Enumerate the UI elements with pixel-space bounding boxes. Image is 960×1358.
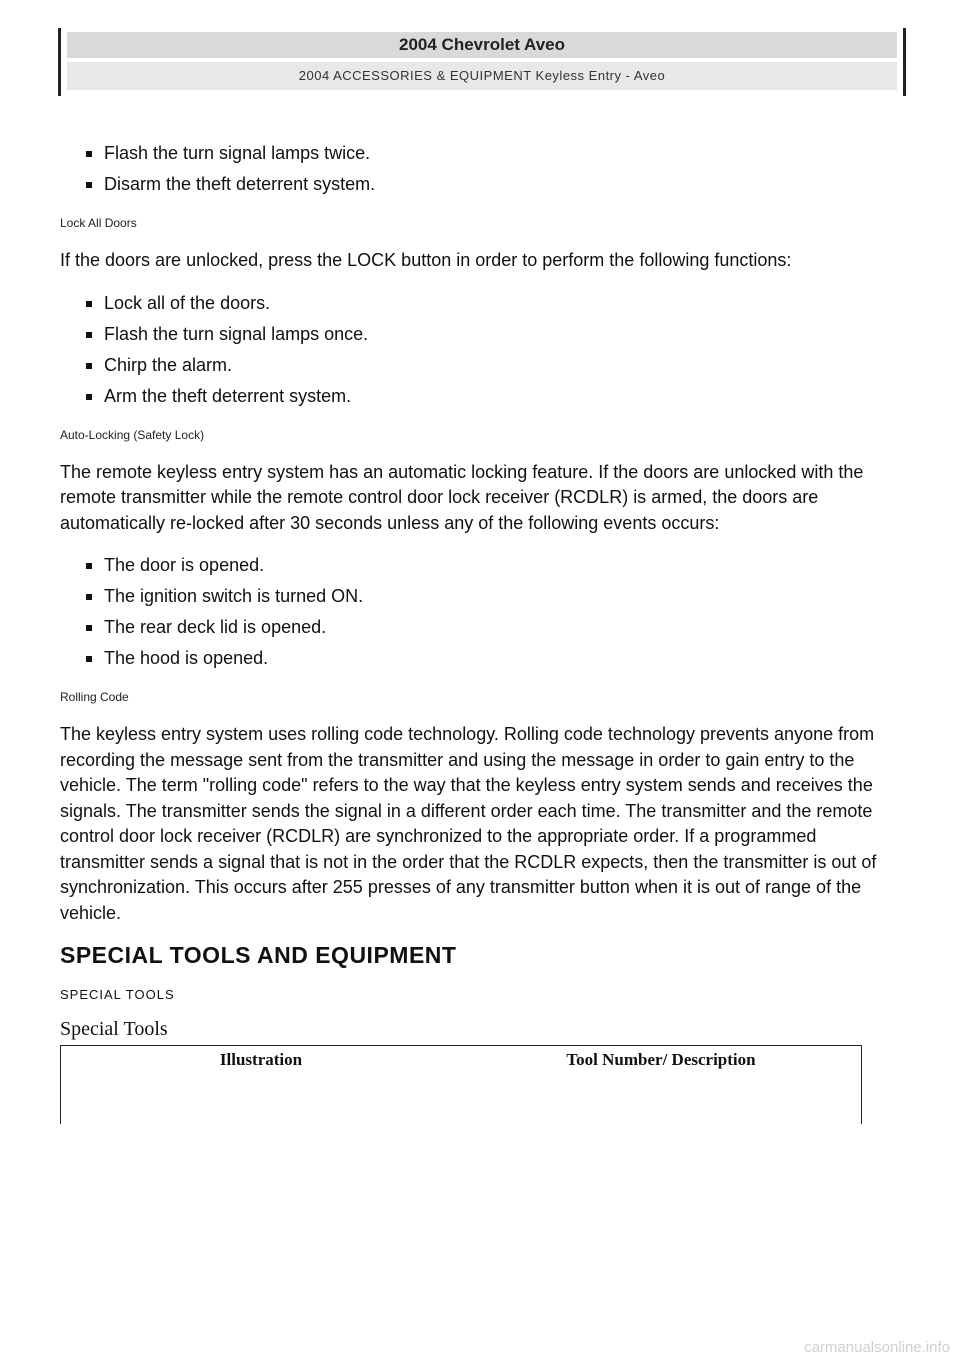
list-item: Lock all of the doors. [104, 288, 900, 319]
document-title: 2004 Chevrolet Aveo [67, 32, 897, 58]
list-item: Flash the turn signal lamps twice. [104, 138, 900, 169]
paragraph-rolling-code: The keyless entry system uses rolling code technology. Rolling code technology prevents anyone from recording the message sent from the transmitter and using the message in order to gain entry to the vehicle. The term "rolling code" refers to the way that the keyless entry system sends and receives the signals. The transmitter sends the signal in a different order each time. The transmitter and the remote control door lock receiver (RCDLR) are synchronized to the appropriate order. If a programmed transmitter sends a signal that is not in the order that the RCDLR expects, then the transmitter is out of synchronization. This occurs after 255 presses of any transmitter button when it is out of range of the vehicle. [60, 724, 877, 923]
list-item: The door is opened. [104, 550, 900, 581]
list-item: Chirp the alarm. [104, 350, 900, 381]
column-header-illustration: Illustration [219, 1050, 303, 1069]
list-item: Flash the turn signal lamps once. [104, 319, 900, 350]
subheading-special-tools: SPECIAL TOOLS [60, 987, 175, 1002]
subheading-rolling-code: Rolling Code [60, 690, 129, 704]
table-title: Special Tools [60, 1018, 168, 1040]
list-item: The hood is opened. [104, 643, 900, 674]
list-item: The rear deck lid is opened. [104, 612, 900, 643]
subheading-auto-locking: Auto-Locking (Safety Lock) [60, 427, 205, 442]
column-header-tool-number: Tool Number/ Description [566, 1050, 756, 1069]
bullet-list-top [60, 138, 900, 200]
list-item: Disarm the theft deterrent system. [104, 169, 900, 200]
table-header-row [61, 1046, 861, 1074]
document-body [60, 138, 900, 1124]
bullet-list-auto [60, 550, 900, 674]
subheading-lock-all-doors: Lock All Doors [60, 216, 137, 230]
paragraph-lock: If the doors are unlocked, press the LOCK button in order to perform the following functions: [60, 250, 792, 270]
document-subtitle: 2004 ACCESSORIES & EQUIPMENT Keyless Entry - Aveo [67, 62, 897, 90]
watermark-footer: carmanualsonline.info [804, 1339, 950, 1356]
paragraph-auto-locking: The remote keyless entry system has an automatic locking feature. If the doors are unlocked with the remote transmitter while the remote control door lock receiver (RCDLR) is armed, the doors are automatically re-locked after 30 seconds unless any of the following events occurs: [60, 461, 864, 533]
section-title: SPECIAL TOOLS AND EQUIPMENT [60, 942, 457, 968]
list-item: The ignition switch is turned ON. [104, 581, 900, 612]
list-item: Arm the theft deterrent system. [104, 381, 900, 412]
document-header [58, 28, 906, 96]
special-tools-table [60, 1045, 862, 1124]
bullet-list-lock [60, 288, 900, 412]
